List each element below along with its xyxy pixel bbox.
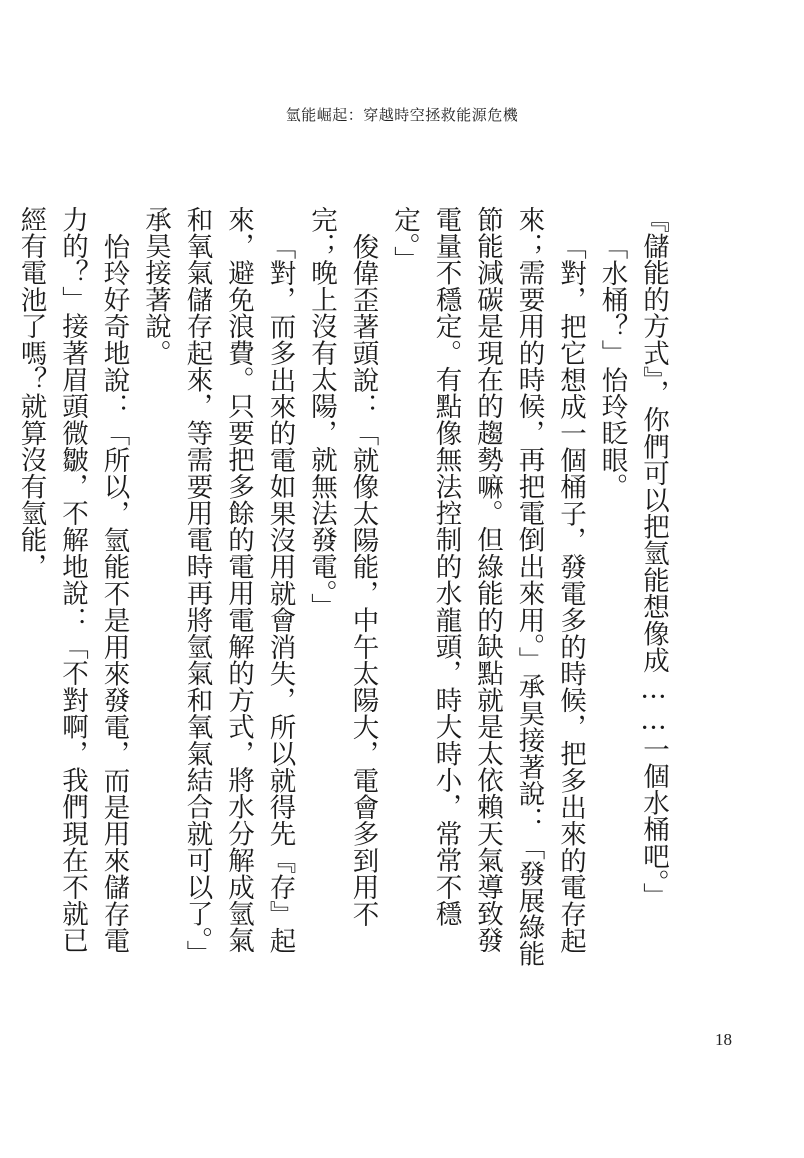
paragraph: 怡玲好奇地說：「所以，氫能不是用來發電，而是用來儲存電力的？」接著眉頭微皺，不解地說：「不對啊，我們現在不就已經有電池了嗎？就算沒有氫能， [15,206,130,954]
running-header: 氫能崛起：穿越時空拯救能源危機 [285,106,519,124]
page-number: 18 [715,1030,732,1049]
paragraph: 「對，把它想成一個桶子，發電多的時候，把多出來的電存起來；需要用的時候，再把電倒出來用。」承昊接著說：「發展綠能節能減碳是現在的趨勢嘛。但綠能的缺點就是太依賴天氣導致發電量不穩定。有點像無法控制的水龍頭，時大時小，常常不穩定。」 [389,206,586,968]
paragraph: 「對，而多出來的電如果沒用就會消失，所以就得先『存』起來，避免浪費。只要把多餘的電用電解的方式，將水分解成氫氣和氧氣儲存起來，等需要用電時再將氫氣和氧氣結合就可以了。」承昊接著說。 [140,206,296,968]
paragraph: 「水桶？」怡玲眨眼。 [596,232,628,500]
paragraph: 俊偉歪著頭說：「就像太陽能，中午太陽大，電會多到用不完；晚上沒有太陽，就無法發電。」 [306,206,379,927]
body-text [10,206,674,976]
paragraph: 『儲能的方式』，你們可以把氫能想像成……一個水桶吧。」 [638,206,669,910]
